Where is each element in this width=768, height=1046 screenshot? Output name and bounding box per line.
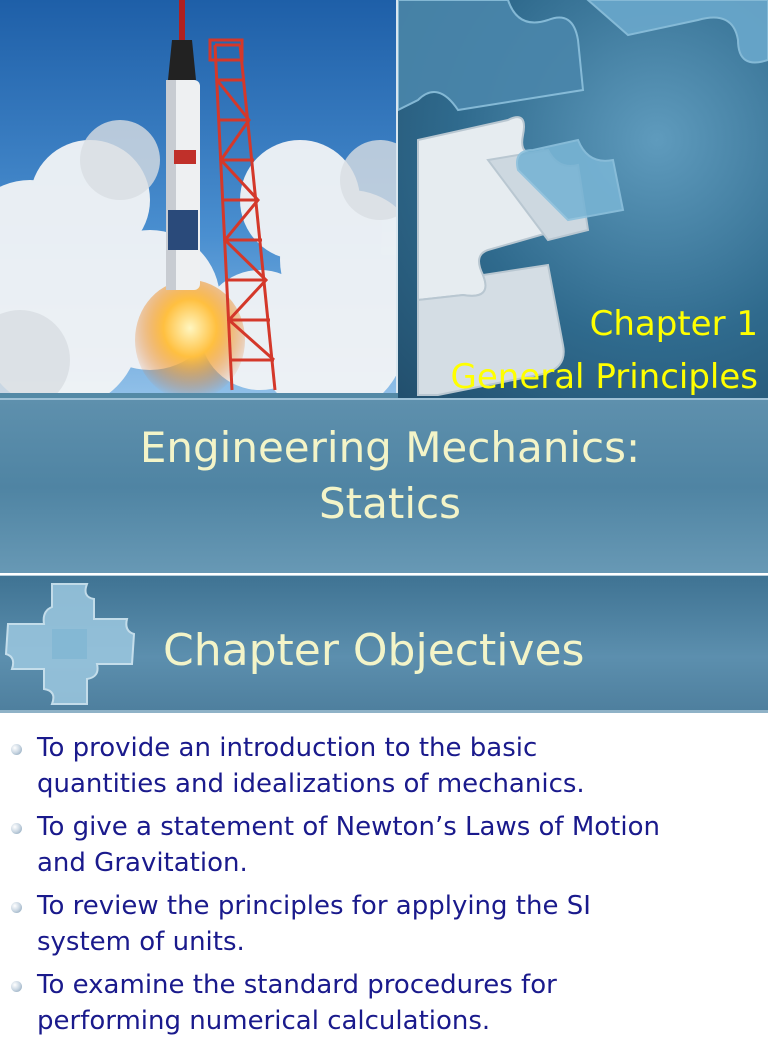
bullet-icon: [11, 981, 22, 992]
list-item-line: To examine the standard procedures for: [37, 970, 557, 1000]
chapter-label: Chapter 1: [589, 304, 758, 344]
list-item: [0, 730, 768, 802]
list-item: [0, 967, 768, 1039]
bullet-icon: [11, 744, 22, 755]
list-item: [0, 809, 768, 881]
list-item-line: and Gravitation.: [37, 848, 248, 878]
puzzle-cross-icon: [2, 579, 142, 709]
rocket-launch-photo: [0, 0, 398, 393]
chapter-heading: [451, 298, 758, 404]
chapter-subtitle: General Principles: [450, 357, 758, 397]
course-title-line2: Statics: [319, 479, 461, 528]
course-title: [0, 420, 768, 532]
objectives-title: Chapter Objectives: [163, 625, 585, 676]
objectives-list: [0, 730, 768, 1046]
rocket-launch-illustration: [0, 0, 396, 393]
objectives-header: [0, 575, 768, 711]
list-item-line: To review the principles for applying the SI: [37, 891, 591, 921]
list-item-line: system of units.: [37, 927, 245, 957]
bullet-icon: [11, 902, 22, 913]
list-item-line: To give a statement of Newton’s Laws of Motion: [37, 812, 660, 842]
list-item-line: performing numerical calculations.: [37, 1006, 491, 1036]
bullet-icon: [11, 823, 22, 834]
list-item-line: quantities and idealizations of mechanics.: [37, 769, 585, 799]
list-item: [0, 888, 768, 960]
course-title-line1: Engineering Mechanics:: [139, 423, 641, 472]
list-item-line: To provide an introduction to the basic: [37, 733, 538, 763]
